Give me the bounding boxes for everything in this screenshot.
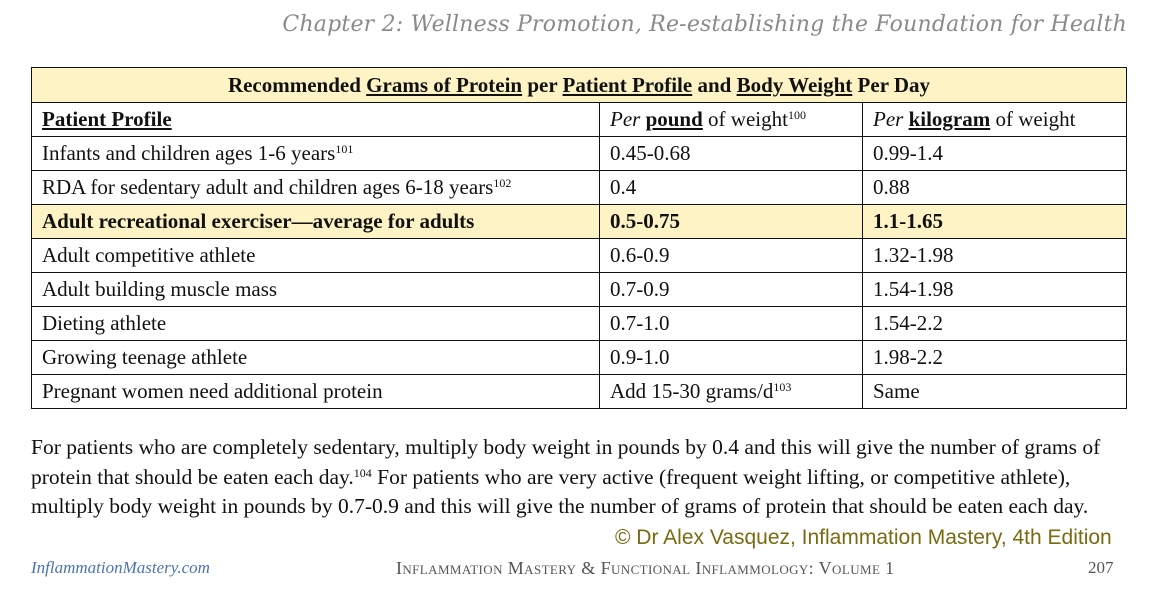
table-row: Infants and children ages 1-6 years$^{101}$ 0.45-0.68 0.99-1.4 xyxy=(32,137,1127,171)
cell-kg: 0.88 xyxy=(863,171,1127,205)
cell-pound: 0.7-0.9 xyxy=(600,273,863,307)
table-row: Pregnant women need additional protein Add 15-30 grams/$d^{103}$ Same xyxy=(32,375,1127,409)
cell-profile: Adult building muscle mass xyxy=(32,273,600,307)
cell-profile: Pregnant women need additional protein xyxy=(32,375,600,409)
cell-kg: Same xyxy=(863,375,1127,409)
page-number: 207 xyxy=(1088,558,1114,577)
table-row xyxy=(32,307,1127,341)
cell-pound: Add 15-30 grams/d xyxy=(610,379,774,403)
footer-book-title: Inflammation Mastery & Functional Inflammology: Volume 1 xyxy=(396,558,895,578)
cell-kg: 1.98-2.2 xyxy=(863,341,1127,375)
cell-pound: 0.5-0.75 xyxy=(600,205,863,239)
cell-pound: 0.7-1.0 xyxy=(600,307,863,341)
cell-pound: 0.45-0.68 xyxy=(600,137,863,171)
header-per-pound: Per pound of weight$^{100}$ xyxy=(600,103,863,137)
body-paragraph: For patients who are completely sedentary, multiply body weight in pounds by 0.4 and this will give the number of grams of protein that should be eaten each day.$^{104}$ For patients who are very active (frequent weight lifting, or competitive athlete), multiply body weight in pounds by 0.7-0.9 and this will give the number of grams of protein that should be eaten each day. xyxy=(31,435,1101,518)
table-row-highlighted xyxy=(32,205,1127,239)
cell-profile: RDA for sedentary adult and children ages 6-18 years xyxy=(42,175,494,199)
table-header-row xyxy=(32,103,1127,137)
table-title: Recommended Grams of Protein per Patient Profile and Body Weight Per Day xyxy=(32,68,1127,103)
table-row xyxy=(32,341,1127,375)
header-per-kilogram: Per kilogram of weight xyxy=(863,103,1127,137)
table-row xyxy=(32,239,1127,273)
header-profile: Patient Profile xyxy=(32,103,600,137)
cell-pound: 0.9-1.0 xyxy=(600,341,863,375)
cell-kg: 0.99-1.4 xyxy=(863,137,1127,171)
cell-profile: Infants and children ages 1-6 years xyxy=(42,141,336,165)
cell-pound: 0.6-0.9 xyxy=(600,239,863,273)
table-row xyxy=(32,273,1127,307)
cell-kg: 1.32-1.98 xyxy=(863,239,1127,273)
cell-kg: 1.1-1.65 xyxy=(863,205,1127,239)
cell-kg: 1.54-1.98 xyxy=(863,273,1127,307)
chapter-header: Chapter 2: Wellness Promotion, Re-establishing the Foundation for Health xyxy=(282,12,1127,37)
protein-table xyxy=(31,67,1127,409)
cell-profile: Adult recreational exerciser—average for adults xyxy=(32,205,600,239)
copyright-watermark: © Dr Alex Vasquez, Inflammation Mastery, 4th Edition xyxy=(615,526,1112,549)
cell-pound: 0.4 xyxy=(600,171,863,205)
cell-kg: 1.54-2.2 xyxy=(863,307,1127,341)
cell-profile: Dieting athlete xyxy=(32,307,600,341)
table-row: RDA for sedentary adult and children ages 6-18 years$^{102}$ 0.4 0.88 xyxy=(32,171,1127,205)
cell-profile: Growing teenage athlete xyxy=(32,341,600,375)
footer-site-link[interactable]: InflammationMastery.com xyxy=(31,558,210,577)
cell-profile: Adult competitive athlete xyxy=(32,239,600,273)
